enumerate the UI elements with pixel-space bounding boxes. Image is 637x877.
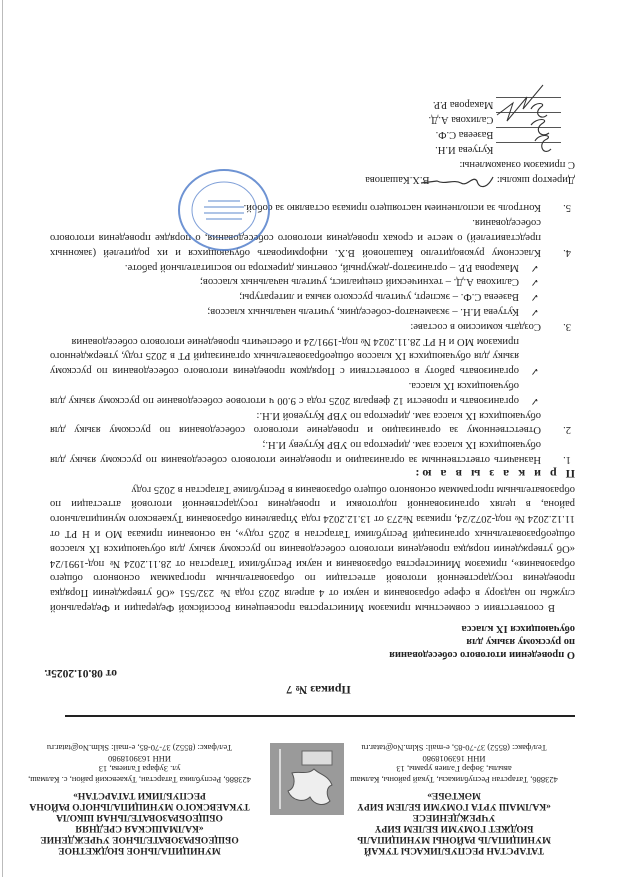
- address: 423886, Республика Татарстан, Тукаевский район, с. Калмаш, ул. Зуфара Галиева, 13: [28, 764, 251, 785]
- org-line: «КАЛМАШ УРТА ГОМУМИ БЕЛЕМ БИРҮ: [357, 801, 551, 811]
- header-divider: [65, 715, 575, 717]
- inn: ИНН 1639018980: [422, 754, 486, 764]
- contact: Тел/факс: (8552) 37-70-85, e-mail: Sklm.No@tatar.ru: [361, 743, 547, 754]
- commission-member: [50, 259, 575, 274]
- subject-line: по русскому языку для: [466, 636, 575, 647]
- org-line: РЕСПУБЛИКИ ТАТАРСТАН»: [73, 790, 206, 800]
- org-line: ОБЩЕОБРАЗОВАТЕЛЬНАЯ ШКОЛА: [56, 812, 223, 822]
- check-mark-icon: ✓: [530, 276, 539, 288]
- item-text: Ответственному за организацию и проведение итогового собеседования по русскому языку для обучающихся IX класса зам. директора по УВР Кутуевой И.Н.:: [50, 409, 541, 436]
- header-tatar: [349, 743, 559, 855]
- commission-member: [50, 303, 575, 318]
- inn: ИНН 1639018980: [107, 754, 172, 764]
- ack-name: Макарова Р.Р.: [432, 99, 494, 110]
- item-4: [50, 214, 575, 258]
- acknowledged-label: С приказом ознакомлены:: [459, 159, 575, 170]
- ack-signatures: [487, 79, 557, 159]
- org-line: МУНИЦИПАЛЬ РАЙОНЫ МУНИЦИПАЛЬ: [357, 834, 551, 844]
- directive-heading: П р и к а з ы в а ю:: [412, 466, 575, 481]
- item-1: [50, 436, 575, 466]
- contact: Тел/факс: (8552) 37-70-85, e-mail: Sklm.No@tatar.ru: [46, 743, 233, 754]
- header-russian: [27, 743, 252, 855]
- item-3: [50, 318, 575, 333]
- org-line: УЧРЕЖДЕНИЕСЕ: [412, 812, 496, 822]
- address: 423886, Татарстан Республикасы, Тукай районы, Калмаш авылы, Зөфәр Гәлиев урамы, 13: [350, 764, 558, 785]
- org-line: БЮДЖЕТ ГОМУМИ БЕЛЕМ БИРҮ: [374, 823, 534, 833]
- org-line: МУНИЦИПАЛЬНОЕ БЮДЖЕТНОЕ: [58, 845, 221, 855]
- ack-name: Кутуева И.Н.: [435, 144, 494, 155]
- order-title: Приказ № 7: [286, 683, 351, 697]
- item-2: [50, 407, 575, 437]
- item-number: 2.: [563, 424, 571, 436]
- item-text: Классному руководителю Кашаповой В.Х. информировать обучающихся и их родителей (законных представителей) о месте и сроках проведения итогового собеседования, о порядке проведения итогового собеседования.: [50, 217, 541, 258]
- commission-member: [50, 288, 575, 303]
- check-mark-icon: ✓: [530, 394, 539, 406]
- order-subject: [389, 622, 575, 661]
- check-mark-icon: ✓: [530, 261, 539, 273]
- check-mark-icon: ✓: [530, 365, 539, 377]
- item-number: 5.: [563, 202, 571, 214]
- order-body: [50, 200, 575, 614]
- director-name: В.Х.Кашапова: [365, 174, 430, 185]
- sub-text: организовать и провести 12 февраля 2025 года с 9.00 ч итоговое собеседование по русскому языку для обучающихся IX класса.: [50, 380, 519, 406]
- item-2-sub: [50, 377, 575, 407]
- member-text: Макарова Р.Р. – организатор-дежурный, советник директора по воспитательной работе.: [124, 261, 519, 273]
- scan-edge: [2, 0, 3, 877]
- commission-member: [50, 274, 575, 289]
- org-line: ТАТАРСТАН РЕСПУБЛИКАСЫ ТУКАЙ: [363, 845, 545, 855]
- school-stamp: [176, 167, 272, 253]
- director-signature: [417, 171, 497, 193]
- item-text: Создать комиссию в составе:: [410, 320, 541, 332]
- member-text: Кутуева И.Н. – экзаменатор-собеседник, учитель начальных классов;: [207, 306, 519, 318]
- preamble: В соответствии с совместным приказом Министерства просвещения Российской Федерации и Федеральной службы по надзору в сфере образования и науки от 4 апреля 2023 года № 232/551 «Об утверждении Порядка проведения государственной итоговой аттестации по образовательным программам основного общего образования», приказом Министерства образования и науки Республики Татарстан от 28.11.2024 № под-1991/24 «Об утверждении порядка проведения итогового собеседования по русскому языку для обучающихся IX классов общеобразовательных организаций Республики Татарстан в 2025 году», на основании приказа МО и Н РТ от 11.12.2024 № под-2072/24, приказа №273 от 13.12.2024 года Управления образования Тукаевского муниципального района, в целях организованной подготовки и проведения государственной итоговой аттестации по образовательным программам основного общего образования в Республике Татарстан в 2025 году: [50, 483, 575, 613]
- sub-text: организовать работу в соответствии с Порядком проведения итогового собеседования по русскому языку для обучающихся IX классов общеобразовательных организаций РТ в 2025 году, утвержденного приказом МО и Н РТ 28.11.2024 № под-1991/24 и обеспечить проведение итогового собеседования: [50, 335, 519, 377]
- item-text: Контроль за исполнением настоящего приказа оставляю за собой.: [243, 202, 541, 214]
- ack-name: Салихова А.Д.: [428, 114, 494, 125]
- item-text: Назначить ответственным за организацию и проведение итогового собеседования по русскому языку для обучающихся IX класса зам. директора по УВР Кутуеву И.Н.;: [50, 439, 541, 466]
- org-line: ТУКАЕВСКОГО МУНИЦИПАЛЬНОГО РАЙОНА: [29, 801, 250, 811]
- director-label: Директор школы:: [496, 174, 575, 185]
- coat-of-arms-emblem: [270, 743, 344, 815]
- item-5: [50, 200, 575, 215]
- org-line: ОБЩЕОБРАЗОВАТЕЛЬНОЕ УЧРЕЖДЕНИЕ: [40, 834, 239, 844]
- item-2-sub: [50, 333, 575, 377]
- org-line: «КАЛМАШСКАЯ СРЕДНЯЯ: [75, 823, 204, 833]
- order-date: от 08.01.2025г.: [44, 667, 117, 679]
- check-mark-icon: ✓: [530, 291, 539, 303]
- member-text: Вазеева С.Ф. – эксперт, учитель русского языка и литературы;: [239, 291, 519, 303]
- ack-name: Вазеева С.Ф.: [435, 129, 494, 140]
- item-number: 3.: [563, 320, 571, 332]
- item-number: 4.: [563, 246, 571, 258]
- check-mark-icon: ✓: [530, 306, 539, 318]
- item-number: 1.: [563, 454, 571, 466]
- subject-line: О проведении итогового собеседования: [389, 649, 575, 660]
- member-text: Салихова А.Д. – технический специалист, учитель начальных классов;: [199, 276, 519, 288]
- subject-line: обучающихся IX класса: [461, 623, 575, 634]
- org-line: МӘКТӘБЕ»: [427, 790, 481, 800]
